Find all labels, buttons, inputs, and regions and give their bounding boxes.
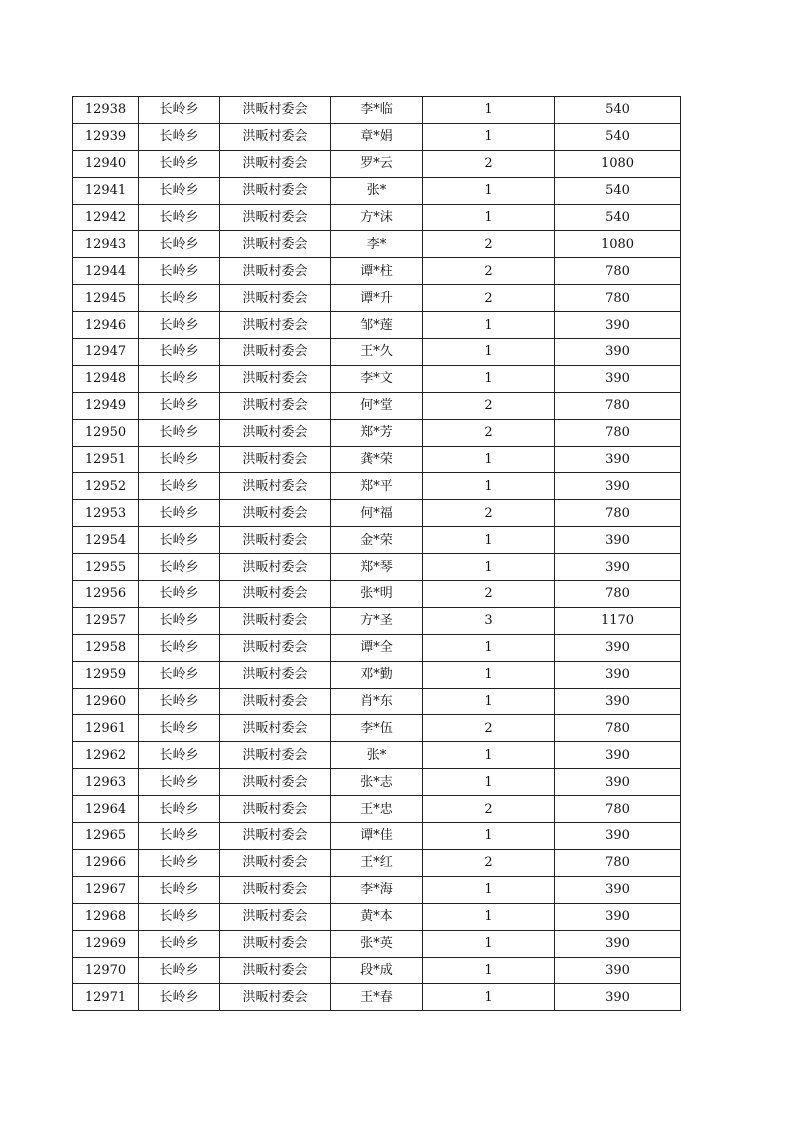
village-committee-cell: 洪畈村委会 (220, 957, 331, 984)
household-count-cell: 2 (423, 581, 555, 608)
document-page (72, 96, 681, 1011)
township-cell: 长岭乡 (139, 473, 220, 500)
amount-cell: 780 (555, 258, 681, 285)
township-cell: 长岭乡 (139, 392, 220, 419)
village-committee-cell: 洪畈村委会 (220, 97, 331, 124)
table-row (73, 177, 681, 204)
record-id-cell: 12942 (73, 204, 139, 231)
name-cell: 李*伍 (331, 715, 423, 742)
name-cell: 王*忠 (331, 796, 423, 823)
name-cell: 李*海 (331, 876, 423, 903)
amount-cell: 540 (555, 97, 681, 124)
township-cell: 长岭乡 (139, 930, 220, 957)
township-cell: 长岭乡 (139, 715, 220, 742)
amount-cell: 390 (555, 984, 681, 1011)
village-committee-cell: 洪畈村委会 (220, 849, 331, 876)
household-count-cell: 2 (423, 500, 555, 527)
village-committee-cell: 洪畈村委会 (220, 661, 331, 688)
township-cell: 长岭乡 (139, 876, 220, 903)
township-cell: 长岭乡 (139, 742, 220, 769)
household-count-cell: 2 (423, 392, 555, 419)
record-id-cell: 12952 (73, 473, 139, 500)
table-row (73, 285, 681, 312)
village-committee-cell: 洪畈村委会 (220, 446, 331, 473)
table-row (73, 930, 681, 957)
village-committee-cell: 洪畈村委会 (220, 365, 331, 392)
record-id-cell: 12938 (73, 97, 139, 124)
name-cell: 邹*莲 (331, 312, 423, 339)
household-count-cell: 1 (423, 957, 555, 984)
amount-cell: 390 (555, 742, 681, 769)
household-count-cell: 1 (423, 903, 555, 930)
amount-cell: 780 (555, 581, 681, 608)
data-table (72, 96, 681, 1011)
household-count-cell: 1 (423, 527, 555, 554)
table-row (73, 634, 681, 661)
table-row (73, 903, 681, 930)
village-committee-cell: 洪畈村委会 (220, 312, 331, 339)
village-committee-cell: 洪畈村委会 (220, 339, 331, 366)
table-row (73, 742, 681, 769)
township-cell: 长岭乡 (139, 446, 220, 473)
amount-cell: 390 (555, 688, 681, 715)
record-id-cell: 12965 (73, 823, 139, 850)
township-cell: 长岭乡 (139, 823, 220, 850)
amount-cell: 390 (555, 930, 681, 957)
name-cell: 李*临 (331, 97, 423, 124)
township-cell: 长岭乡 (139, 204, 220, 231)
name-cell: 段*成 (331, 957, 423, 984)
village-committee-cell: 洪畈村委会 (220, 150, 331, 177)
table-body (73, 97, 681, 1011)
name-cell: 肖*东 (331, 688, 423, 715)
record-id-cell: 12946 (73, 312, 139, 339)
table-row (73, 204, 681, 231)
record-id-cell: 12971 (73, 984, 139, 1011)
township-cell: 长岭乡 (139, 607, 220, 634)
record-id-cell: 12944 (73, 258, 139, 285)
amount-cell: 780 (555, 419, 681, 446)
household-count-cell: 2 (423, 231, 555, 258)
amount-cell: 390 (555, 769, 681, 796)
township-cell: 长岭乡 (139, 339, 220, 366)
village-committee-cell: 洪畈村委会 (220, 204, 331, 231)
village-committee-cell: 洪畈村委会 (220, 715, 331, 742)
household-count-cell: 3 (423, 607, 555, 634)
table-row (73, 473, 681, 500)
table-row (73, 97, 681, 124)
table-row (73, 500, 681, 527)
amount-cell: 390 (555, 527, 681, 554)
township-cell: 长岭乡 (139, 231, 220, 258)
township-cell: 长岭乡 (139, 527, 220, 554)
village-committee-cell: 洪畈村委会 (220, 769, 331, 796)
household-count-cell: 1 (423, 823, 555, 850)
household-count-cell: 2 (423, 715, 555, 742)
village-committee-cell: 洪畈村委会 (220, 903, 331, 930)
village-committee-cell: 洪畈村委会 (220, 231, 331, 258)
table-row (73, 876, 681, 903)
name-cell: 张*英 (331, 930, 423, 957)
amount-cell: 540 (555, 204, 681, 231)
name-cell: 郑*琴 (331, 554, 423, 581)
village-committee-cell: 洪畈村委会 (220, 285, 331, 312)
name-cell: 谭*佳 (331, 823, 423, 850)
record-id-cell: 12949 (73, 392, 139, 419)
table-row (73, 769, 681, 796)
household-count-cell: 2 (423, 796, 555, 823)
household-count-cell: 1 (423, 742, 555, 769)
record-id-cell: 12961 (73, 715, 139, 742)
township-cell: 长岭乡 (139, 177, 220, 204)
township-cell: 长岭乡 (139, 688, 220, 715)
record-id-cell: 12940 (73, 150, 139, 177)
name-cell: 何*堂 (331, 392, 423, 419)
record-id-cell: 12945 (73, 285, 139, 312)
record-id-cell: 12939 (73, 123, 139, 150)
amount-cell: 390 (555, 554, 681, 581)
household-count-cell: 1 (423, 312, 555, 339)
record-id-cell: 12970 (73, 957, 139, 984)
household-count-cell: 1 (423, 930, 555, 957)
village-committee-cell: 洪畈村委会 (220, 527, 331, 554)
amount-cell: 390 (555, 903, 681, 930)
township-cell: 长岭乡 (139, 365, 220, 392)
table-row (73, 715, 681, 742)
amount-cell: 390 (555, 339, 681, 366)
township-cell: 长岭乡 (139, 634, 220, 661)
amount-cell: 1080 (555, 150, 681, 177)
table-row (73, 607, 681, 634)
name-cell: 李*文 (331, 365, 423, 392)
table-row (73, 419, 681, 446)
village-committee-cell: 洪畈村委会 (220, 796, 331, 823)
township-cell: 长岭乡 (139, 849, 220, 876)
amount-cell: 390 (555, 365, 681, 392)
township-cell: 长岭乡 (139, 581, 220, 608)
township-cell: 长岭乡 (139, 419, 220, 446)
household-count-cell: 2 (423, 258, 555, 285)
name-cell: 谭*升 (331, 285, 423, 312)
record-id-cell: 12963 (73, 769, 139, 796)
village-committee-cell: 洪畈村委会 (220, 392, 331, 419)
household-count-cell: 1 (423, 876, 555, 903)
village-committee-cell: 洪畈村委会 (220, 473, 331, 500)
amount-cell: 780 (555, 500, 681, 527)
village-committee-cell: 洪畈村委会 (220, 742, 331, 769)
household-count-cell: 1 (423, 769, 555, 796)
household-count-cell: 1 (423, 177, 555, 204)
village-committee-cell: 洪畈村委会 (220, 419, 331, 446)
table-row (73, 231, 681, 258)
record-id-cell: 12951 (73, 446, 139, 473)
table-row (73, 984, 681, 1011)
township-cell: 长岭乡 (139, 769, 220, 796)
amount-cell: 390 (555, 957, 681, 984)
name-cell: 章*娟 (331, 123, 423, 150)
household-count-cell: 1 (423, 661, 555, 688)
name-cell: 方*沫 (331, 204, 423, 231)
record-id-cell: 12967 (73, 876, 139, 903)
record-id-cell: 12957 (73, 607, 139, 634)
name-cell: 谭*全 (331, 634, 423, 661)
record-id-cell: 12947 (73, 339, 139, 366)
name-cell: 张*明 (331, 581, 423, 608)
township-cell: 长岭乡 (139, 258, 220, 285)
township-cell: 长岭乡 (139, 97, 220, 124)
name-cell: 郑*芳 (331, 419, 423, 446)
table-row (73, 392, 681, 419)
name-cell: 方*圣 (331, 607, 423, 634)
record-id-cell: 12948 (73, 365, 139, 392)
record-id-cell: 12950 (73, 419, 139, 446)
household-count-cell: 2 (423, 285, 555, 312)
table-row (73, 554, 681, 581)
household-count-cell: 1 (423, 97, 555, 124)
township-cell: 长岭乡 (139, 123, 220, 150)
record-id-cell: 12964 (73, 796, 139, 823)
name-cell: 罗*云 (331, 150, 423, 177)
table-row (73, 823, 681, 850)
amount-cell: 390 (555, 312, 681, 339)
record-id-cell: 12958 (73, 634, 139, 661)
village-committee-cell: 洪畈村委会 (220, 554, 331, 581)
household-count-cell: 1 (423, 446, 555, 473)
amount-cell: 540 (555, 123, 681, 150)
name-cell: 谭*柱 (331, 258, 423, 285)
amount-cell: 780 (555, 796, 681, 823)
record-id-cell: 12962 (73, 742, 139, 769)
table-row (73, 661, 681, 688)
amount-cell: 1080 (555, 231, 681, 258)
amount-cell: 780 (555, 715, 681, 742)
record-id-cell: 12941 (73, 177, 139, 204)
household-count-cell: 1 (423, 688, 555, 715)
amount-cell: 1170 (555, 607, 681, 634)
amount-cell: 390 (555, 876, 681, 903)
township-cell: 长岭乡 (139, 312, 220, 339)
household-count-cell: 1 (423, 339, 555, 366)
amount-cell: 390 (555, 473, 681, 500)
household-count-cell: 1 (423, 984, 555, 1011)
village-committee-cell: 洪畈村委会 (220, 876, 331, 903)
village-committee-cell: 洪畈村委会 (220, 607, 331, 634)
record-id-cell: 12960 (73, 688, 139, 715)
township-cell: 长岭乡 (139, 957, 220, 984)
table-row (73, 957, 681, 984)
household-count-cell: 1 (423, 473, 555, 500)
name-cell: 王*春 (331, 984, 423, 1011)
table-row (73, 581, 681, 608)
table-row (73, 446, 681, 473)
record-id-cell: 12955 (73, 554, 139, 581)
village-committee-cell: 洪畈村委会 (220, 581, 331, 608)
amount-cell: 540 (555, 177, 681, 204)
village-committee-cell: 洪畈村委会 (220, 634, 331, 661)
name-cell: 何*福 (331, 500, 423, 527)
table-row (73, 688, 681, 715)
table-row (73, 365, 681, 392)
name-cell: 王*红 (331, 849, 423, 876)
village-committee-cell: 洪畈村委会 (220, 258, 331, 285)
name-cell: 张* (331, 177, 423, 204)
record-id-cell: 12966 (73, 849, 139, 876)
amount-cell: 390 (555, 823, 681, 850)
household-count-cell: 2 (423, 419, 555, 446)
table-row (73, 527, 681, 554)
township-cell: 长岭乡 (139, 150, 220, 177)
township-cell: 长岭乡 (139, 903, 220, 930)
township-cell: 长岭乡 (139, 554, 220, 581)
household-count-cell: 1 (423, 365, 555, 392)
table-row (73, 258, 681, 285)
name-cell: 郑*平 (331, 473, 423, 500)
township-cell: 长岭乡 (139, 796, 220, 823)
table-row (73, 123, 681, 150)
household-count-cell: 1 (423, 123, 555, 150)
name-cell: 金*荣 (331, 527, 423, 554)
table-row (73, 796, 681, 823)
township-cell: 长岭乡 (139, 500, 220, 527)
household-count-cell: 1 (423, 634, 555, 661)
amount-cell: 780 (555, 285, 681, 312)
table-row (73, 339, 681, 366)
amount-cell: 780 (555, 392, 681, 419)
table-row (73, 150, 681, 177)
record-id-cell: 12943 (73, 231, 139, 258)
name-cell: 张*志 (331, 769, 423, 796)
village-committee-cell: 洪畈村委会 (220, 123, 331, 150)
name-cell: 张* (331, 742, 423, 769)
village-committee-cell: 洪畈村委会 (220, 177, 331, 204)
village-committee-cell: 洪畈村委会 (220, 984, 331, 1011)
record-id-cell: 12954 (73, 527, 139, 554)
amount-cell: 390 (555, 661, 681, 688)
name-cell: 李* (331, 231, 423, 258)
record-id-cell: 12969 (73, 930, 139, 957)
name-cell: 黄*本 (331, 903, 423, 930)
name-cell: 龚*荣 (331, 446, 423, 473)
village-committee-cell: 洪畈村委会 (220, 500, 331, 527)
record-id-cell: 12956 (73, 581, 139, 608)
household-count-cell: 2 (423, 849, 555, 876)
village-committee-cell: 洪畈村委会 (220, 688, 331, 715)
township-cell: 长岭乡 (139, 285, 220, 312)
amount-cell: 390 (555, 446, 681, 473)
amount-cell: 780 (555, 849, 681, 876)
village-committee-cell: 洪畈村委会 (220, 930, 331, 957)
household-count-cell: 2 (423, 150, 555, 177)
household-count-cell: 1 (423, 204, 555, 231)
record-id-cell: 12953 (73, 500, 139, 527)
village-committee-cell: 洪畈村委会 (220, 823, 331, 850)
record-id-cell: 12959 (73, 661, 139, 688)
name-cell: 王*久 (331, 339, 423, 366)
amount-cell: 390 (555, 634, 681, 661)
table-row (73, 312, 681, 339)
household-count-cell: 1 (423, 554, 555, 581)
record-id-cell: 12968 (73, 903, 139, 930)
name-cell: 邓*勤 (331, 661, 423, 688)
township-cell: 长岭乡 (139, 984, 220, 1011)
table-row (73, 849, 681, 876)
township-cell: 长岭乡 (139, 661, 220, 688)
